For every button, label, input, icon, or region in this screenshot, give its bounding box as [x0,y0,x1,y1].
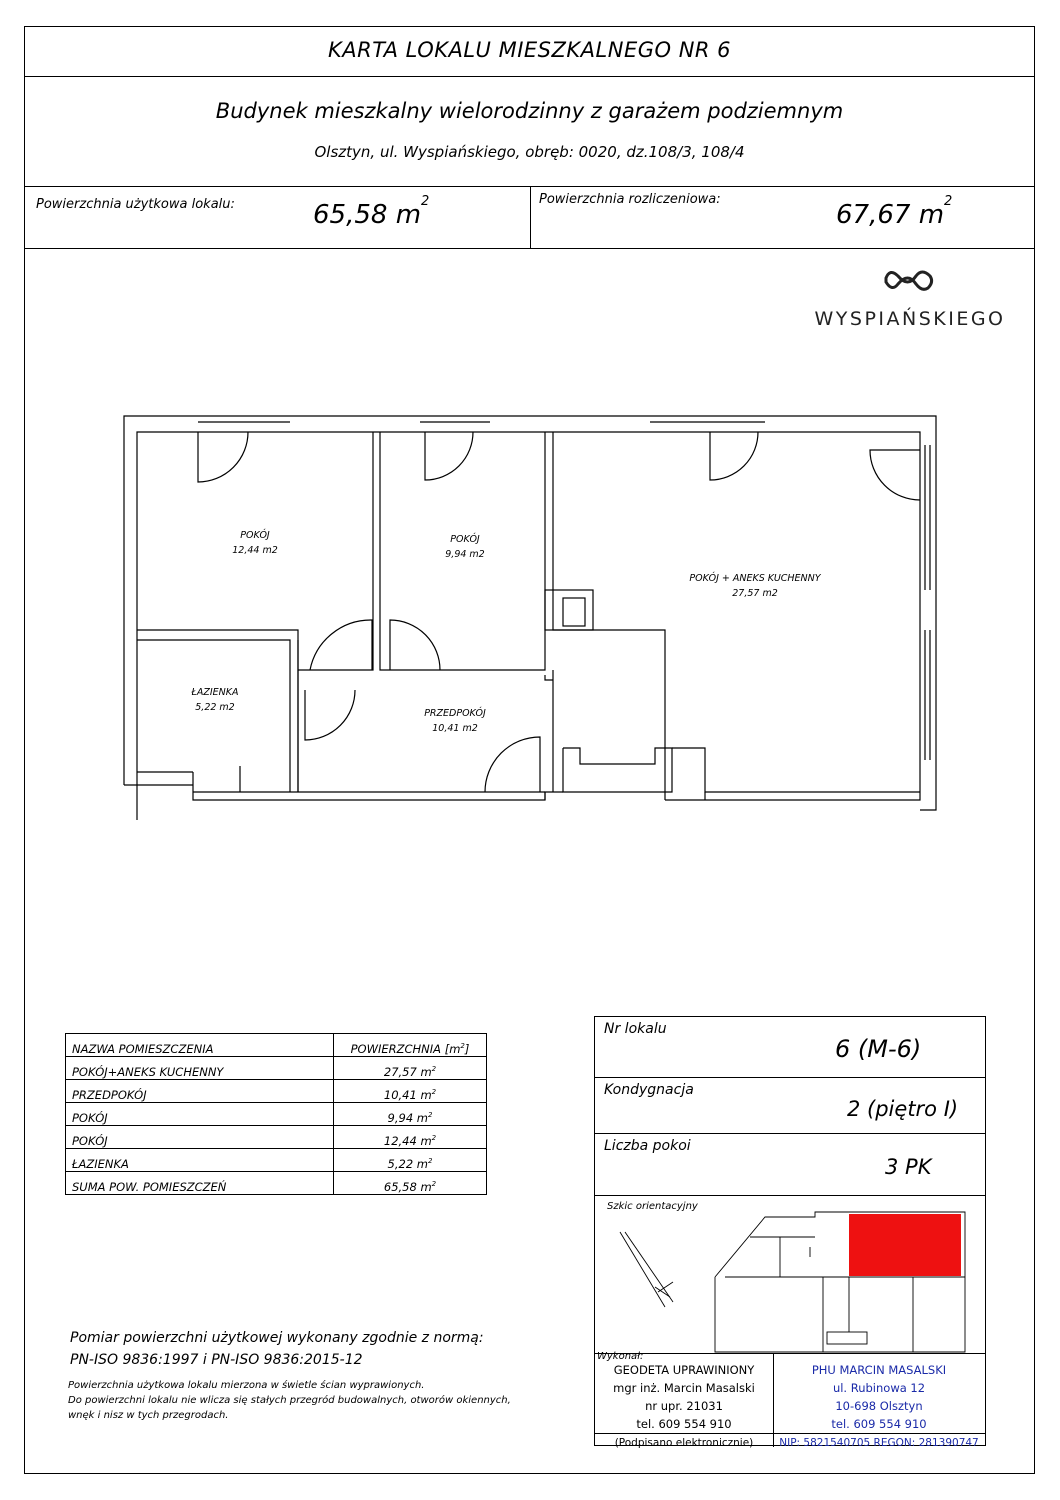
table-cell: 27,57 $m^2$ [334,1057,487,1080]
page-title: KARTA LOKALU MIESZKALNEGO NR 6 [327,38,732,62]
unit-info-box [594,1016,986,1449]
table-header-row [66,1034,487,1057]
rooms-count-value: 3 PK [885,1155,932,1179]
table-cell: 65,58 $m^2$ [334,1172,487,1195]
floor-label: Kondygnacja [604,1082,694,1098]
divider [595,1353,985,1354]
table-cell: 10,41 $m^2$ [334,1080,487,1103]
table-row [66,1172,487,1195]
table-cell: 5,22 $m^2$ [334,1149,487,1172]
divider [24,76,1035,77]
unit-highlight [849,1214,961,1276]
divider [530,186,531,248]
table-cell: POKÓJ [66,1103,334,1126]
room-label: POKÓJ 9,94 m2 [445,534,485,560]
info-row [595,1133,985,1196]
table-cell: POKÓJ+ANEKS KUCHENNY [66,1057,334,1080]
address: Olsztyn, ul. Wyspiańskiego, obręb: 0020, dz.108/3, 108/4 [314,143,745,161]
table-header-cell: NAZWA POMIESZCZENIA [66,1034,334,1057]
unit-number-label: Nr lokalu [604,1021,667,1037]
room-table [65,1033,487,1195]
table-cell: POKÓJ [66,1126,334,1149]
table-cell: 12,44 $m^2$ [334,1126,487,1149]
room-label: PRZEDPOKÓJ 10,41 m2 [424,708,486,734]
standard-note: PN-ISO 9836:1997 i PN-ISO 9836:2015-12 [70,1352,363,1368]
table-row [66,1080,487,1103]
room-label: POKÓJ 12,44 m2 [232,530,278,556]
table-header-cell: POWIERZCHNIA $[m^2]$ [334,1034,487,1057]
table-row [66,1126,487,1149]
table-row [66,1103,487,1126]
logo-text: WYSPIAŃSKIEGO [814,308,1006,330]
settlement-area-value: 67,67 $m^2$ [836,194,953,230]
table-row [66,1149,487,1172]
rooms-count-label: Liczba pokoi [604,1138,691,1154]
table-row [66,1057,487,1080]
info-row [595,1017,985,1078]
unit-number-value: 6 (M-6) [835,1035,922,1063]
settlement-area-label: Powierzchnia rozliczeniowa: [539,192,721,207]
usable-area-label: Powierzchnia użytkowa lokalu: [36,197,235,212]
table-cell: SUMA POW. POMIESZCZEŃ [66,1172,334,1195]
sketch-label: Szkic orientacyjny [607,1201,698,1212]
floor-plan [0,400,1060,820]
surveyor-stamp: GEODETA UPRAWINIONY mgr inż. Marcin Masalski nr upr. 21031 tel. 609 554 910 (Podpisano elektronicznie) [595,1361,773,1452]
standard-note: Pomiar powierzchni użytkowej wykonany zgodnie z normą: [70,1330,484,1346]
logo [808,264,1012,334]
made-by-label: Wykonał: [597,1351,644,1362]
table-cell: ŁAZIENKA [66,1149,334,1172]
divider [24,248,1035,249]
building-description: Budynek mieszkalny wielorodzinny z garażem podziemnym [215,99,844,123]
usable-area-value: 65,58 $m^2$ [313,194,430,230]
room-label: POKÓJ + ANEKS KUCHENNY 27,57 m2 [689,573,821,599]
floor-value: 2 (piętro I) [847,1097,959,1121]
table-cell: PRZEDPOKÓJ [66,1080,334,1103]
logo-mark-icon [808,264,1012,298]
orientation-sketch [595,1197,985,1367]
small-note: Powierzchnia użytkowa lokalu mierzona w świetle ścian wyprawionych. Do powierzchni lokalu nie wlicza się stałych przegród budowalnych, otworów okiennych, wnęk i nisz w tych przegrodach. [68,1380,511,1421]
info-row [595,1077,985,1134]
table-cell: 9,94 $m^2$ [334,1103,487,1126]
room-label: ŁAZIENKA 5,22 m2 [191,687,239,713]
company-stamp: PHU MARCIN MASALSKI ul. Rubinowa 12 10-698 Olsztyn tel. 609 554 910 NIP: 5821540705 REGON: 281390747 [773,1361,985,1452]
